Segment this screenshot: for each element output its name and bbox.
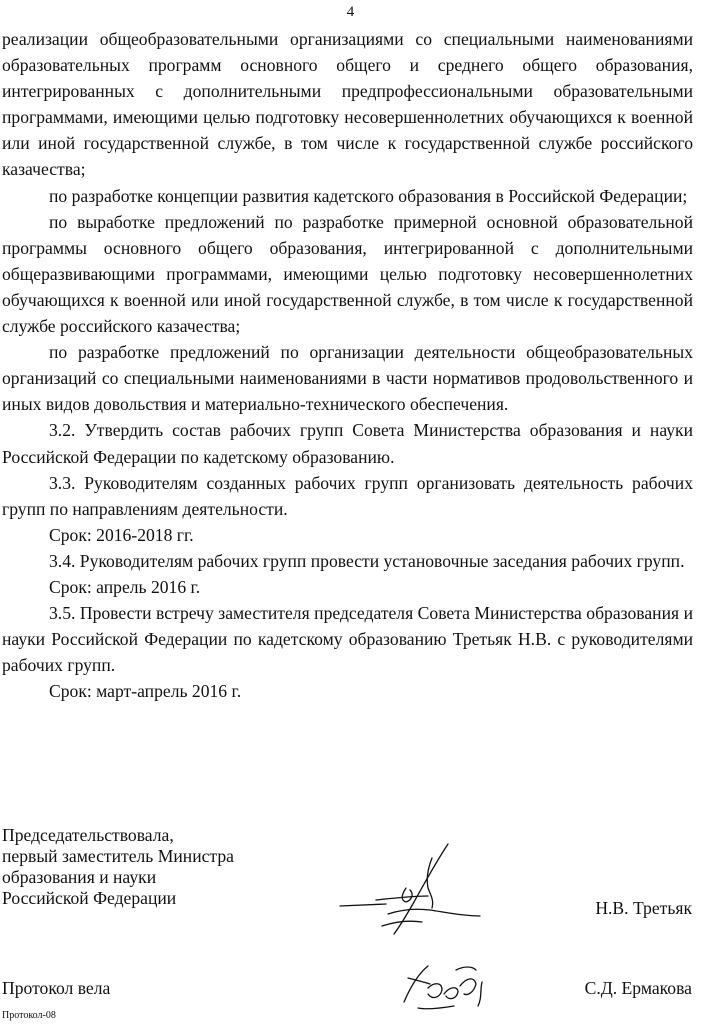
paragraph-subgroup-exemplary-program: по выработке предложений по разработке примерной основной образовательной программы основного общего образования, интегрированной с дополнительными общеразвивающими программами, имеющими целью подготовку несовершеннолетних обучающихся к военной или иной государственной службе, в том числе к государственной службе российского казачества; xyxy=(2,211,693,337)
paragraph-subgroup-programs: реализации общеобразовательными организациями со специальными наименованиями образовательных программ основного общего и среднего общего образования, интегрированных с дополнительными предпрофессиональными образовательными программами, имеющими целью подготовку несовершеннолетних обучающихся к военной или иной государственной службе, в том числе к государственной службе российского казачества; xyxy=(2,29,693,180)
paragraph-subgroup-provisioning: по разработке предложений по организации деятельности общеобразовательных организаций со специальными наименованиями в части нормативов продовольственного и иных видов довольствия и материально-технического обеспечения. xyxy=(2,342,693,415)
chair-signature xyxy=(336,838,486,944)
paragraph-item-3-3: 3.3. Руководителям созданных рабочих групп организовать деятельность рабочих групп по направлениям деятельности. xyxy=(2,472,693,519)
deadline-item-3-3: Срок: 2016-2018 гг. xyxy=(49,524,194,545)
chair-name: Н.В. Третьяк xyxy=(595,898,692,918)
deadline-item-3-5: Срок: март-апрель 2016 г. xyxy=(49,681,242,702)
chair-signoff xyxy=(2,825,234,909)
chair-title-line-3: образования и науки xyxy=(2,867,157,887)
chair-title-line-2: первый заместитель Министра xyxy=(2,846,234,866)
page-number: 4 xyxy=(346,4,355,20)
paragraph-subgroup-concept: по разработке концепции развития кадетского образования в Российской Федерации; xyxy=(49,185,688,206)
footer-code: Протокол-08 xyxy=(2,1010,56,1021)
secretary-label: Протокол вела xyxy=(2,978,111,998)
deadline-item-3-4: Срок: апрель 2016 г. xyxy=(49,576,201,597)
paragraph-item-3-4: 3.4. Руководителям рабочих групп провести установочные заседания рабочих групп. xyxy=(49,550,685,571)
paragraph-item-3-5: 3.5. Провести встречу заместителя председателя Совета Министерства образования и науки Российской Федерации по кадетскому образованию Третьяк Н.В. с руководителями рабочих групп. xyxy=(2,603,693,676)
paragraph-item-3-2: 3.2. Утвердить состав рабочих групп Совета Министерства образования и науки Российской Федерации по кадетскому образованию. xyxy=(2,420,693,467)
secretary-signature xyxy=(398,958,510,1016)
protocol-body xyxy=(2,26,693,704)
chair-title-line-4: Российской Федерации xyxy=(2,888,177,908)
chair-title-line-1: Председательствовала, xyxy=(2,825,174,845)
secretary-name: С.Д. Ермакова xyxy=(584,978,692,998)
